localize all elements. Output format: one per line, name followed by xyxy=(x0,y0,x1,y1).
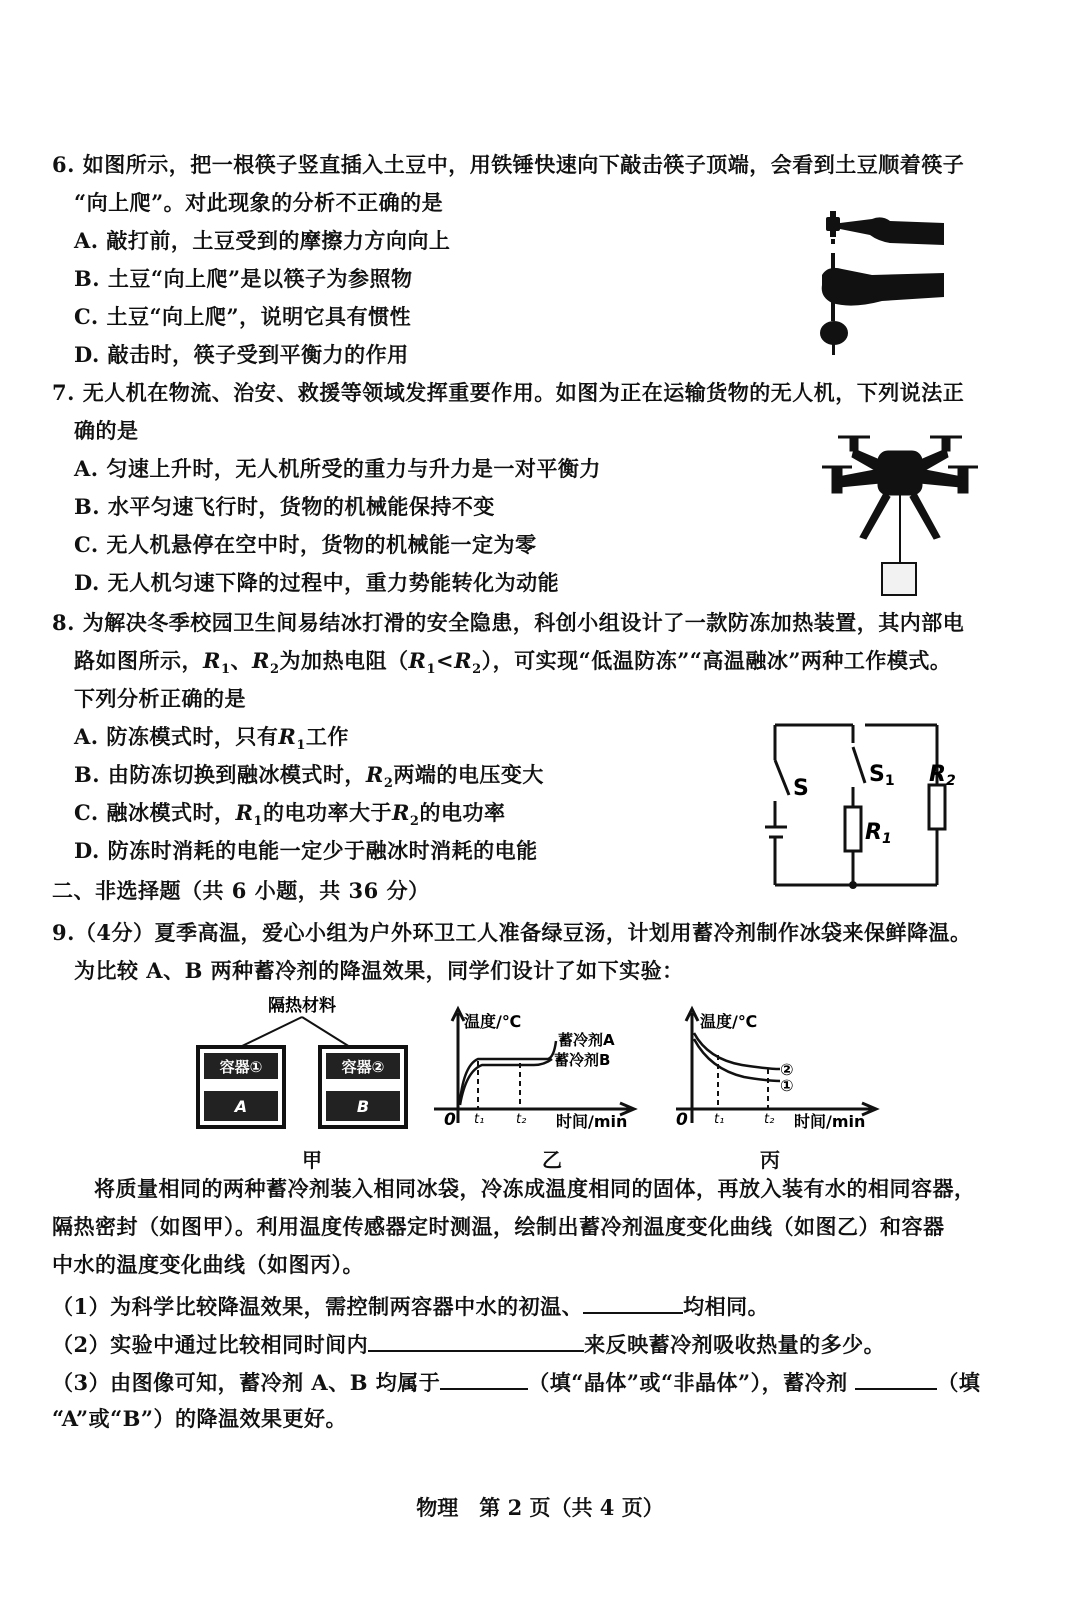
q8-stem-line1: 8. 为解决冬季校园卫生间易结冰打滑的安全隐患，科创小组设计了一款防冻加热装置，其内部电 xyxy=(52,610,965,635)
hammer-chopstick-potato-figure xyxy=(812,205,962,360)
bing-t1-label: t₁ xyxy=(714,1112,725,1127)
q9-subquestion-2: （2）实验中通过比较相同时间内 来反映蓄冷剂吸收热量的多少。 xyxy=(52,1328,885,1360)
q9-subquestion-1: （1）为科学比较降温效果，需控制两容器中水的初温、 均相同。 xyxy=(52,1290,769,1322)
container-2 xyxy=(320,1047,406,1127)
q9-subquestion-3-cont: “A”或“B”）的降温效果更好。 xyxy=(52,1406,347,1431)
container-1 xyxy=(198,1047,284,1127)
q6-option-c: C. 土豆“向上爬”，说明它具有惯性 xyxy=(74,304,412,329)
q6-option-b: B. 土豆“向上爬”是以筷子为参照物 xyxy=(74,266,413,291)
q8-stem-line3: 下列分析正确的是 xyxy=(74,686,246,711)
svg-text:S1: S1 xyxy=(869,762,895,789)
answer-blank-3[interactable] xyxy=(440,1366,528,1390)
q6-stem-line1: 6. 如图所示，把一根筷子竖直插入土豆中，用铁锤快速向下敲击筷子顶端，会看到土豆顺着筷子 xyxy=(52,152,965,177)
answer-blank-4[interactable] xyxy=(855,1366,937,1390)
svg-text:容器①: 容器① xyxy=(219,1058,263,1076)
svg-text:S xyxy=(793,776,809,801)
q6-stem-line2: “向上爬”。对此现象的分析不正确的是 xyxy=(74,190,444,215)
bing-origin: 0 xyxy=(676,1110,688,1130)
svg-text:A: A xyxy=(234,1097,248,1116)
yi-origin: 0 xyxy=(444,1110,456,1130)
svg-text:R1: R1 xyxy=(865,820,892,847)
bing-curve-2-label: ② xyxy=(780,1060,794,1079)
q8-option-a: A. 防冻模式时，只有$R_1$工作 xyxy=(74,724,349,754)
yi-series-b-label: 蓄冷剂B xyxy=(554,1051,611,1069)
q9-paragraph-line2: 隔热密封（如图甲）。利用温度传感器定时测温，绘制出蓄冷剂温度变化曲线（如图乙）和容器 xyxy=(52,1214,945,1239)
circuit-junction-bottom xyxy=(849,881,857,889)
insulation-label: 隔热材料 xyxy=(268,996,336,1016)
q7-option-c: C. 无人机悬停在空中时，货物的机械能一定为零 xyxy=(74,532,537,557)
q9-paragraph-line3: 中水的温度变化曲线（如图丙）。 xyxy=(52,1252,364,1277)
yi-series-a-label: 蓄冷剂A xyxy=(558,1031,615,1049)
q9-paragraph-line1: 将质量相同的两种蓄冷剂装入相同冰袋，冷冻成温度相同的固体，再放入装有水的相同容器， xyxy=(94,1176,976,1201)
q7-stem-line2: 确的是 xyxy=(74,418,139,443)
svg-text:R2: R2 xyxy=(929,762,956,789)
figure-jia-containers xyxy=(190,995,415,1135)
q7-stem-line1: 7. 无人机在物流、治安、救援等领域发挥重要作用。如图为正在运输货物的无人机，下列说法正 xyxy=(52,380,965,405)
bing-y-axis-label: 温度/℃ xyxy=(700,1012,758,1031)
svg-text:B: B xyxy=(356,1097,370,1116)
yi-t1-label: t₁ xyxy=(474,1112,485,1127)
q9-stem-line2: 为比较 A、B 两种蓄冷剂的降温效果，同学们设计了如下实验： xyxy=(74,958,684,983)
caption-yi: 乙 xyxy=(542,1148,562,1172)
caption-bing: 丙 xyxy=(760,1148,780,1172)
caption-jia: 甲 xyxy=(302,1148,322,1172)
yi-y-axis-label: 温度/℃ xyxy=(464,1012,522,1031)
q6-option-a: A. 敲打前，土豆受到的摩擦力方向向上 xyxy=(74,228,451,253)
page-footer: 物理 第 2 页（共 4 页） xyxy=(416,1495,664,1520)
answer-blank-2[interactable] xyxy=(368,1328,584,1352)
q7-option-a: A. 匀速上升时，无人机所受的重力与升力是一对平衡力 xyxy=(74,456,601,481)
q8-option-d: D. 防冻时消耗的电能一定少于融冰时消耗的电能 xyxy=(74,838,538,863)
circuit-label-s1: S xyxy=(869,762,885,787)
q9-subquestion-3: （3）由图像可知，蓄冷剂 A、B 均属于 （填“晶体”或“非晶体”），蓄冷剂 （填 xyxy=(52,1366,980,1398)
yi-t2-label: t₂ xyxy=(516,1112,527,1127)
q9-stem-line1: 9.（4分）夏季高温，爱心小组为户外环卫工人准备绿豆汤，计划用蓄冷剂制作冰袋来保鲜降温。 xyxy=(52,920,972,945)
bing-t2-label: t₂ xyxy=(764,1112,775,1127)
figure-yi-coolant-temperature-graph xyxy=(430,1005,645,1135)
q7-option-d: D. 无人机匀速下降的过程中，重力势能转化为动能 xyxy=(74,570,560,595)
circuit-label-s: S xyxy=(793,776,809,801)
heating-circuit-diagram xyxy=(765,715,956,890)
drone-cargo-figure xyxy=(820,425,980,600)
q7-option-b: B. 水平匀速飞行时，货物的机械能保持不变 xyxy=(74,494,495,519)
circuit-label-r2: R xyxy=(929,762,946,787)
q8-option-c: C. 融冰模式时，$R_1$的电功率大于$R_2$的电功率 xyxy=(74,800,506,830)
bing-x-axis-label: 时间/min xyxy=(794,1112,866,1131)
section-2-heading: 二、非选择题（共 6 小题，共 36 分） xyxy=(52,878,430,903)
figure-bing-water-temperature-graph xyxy=(672,1005,887,1135)
circuit-label-r1: R xyxy=(865,820,882,845)
q8-stem-line2: 路如图所示，$R_1$、$R_2$为加热电阻$(R_1<R_2)$，可实现“低温防冻”“高温融冰”两种工作模式。 xyxy=(74,648,952,678)
q6-option-d: D. 敲击时，筷子受到平衡力的作用 xyxy=(74,342,409,367)
answer-blank-1[interactable] xyxy=(583,1290,683,1314)
bing-curve-1-label: ① xyxy=(780,1076,794,1095)
q8-option-b: B. 由防冻切换到融冰模式时，$R_2$两端的电压变大 xyxy=(74,762,544,792)
yi-x-axis-label: 时间/min xyxy=(556,1112,628,1131)
svg-text:容器②: 容器② xyxy=(341,1058,385,1076)
